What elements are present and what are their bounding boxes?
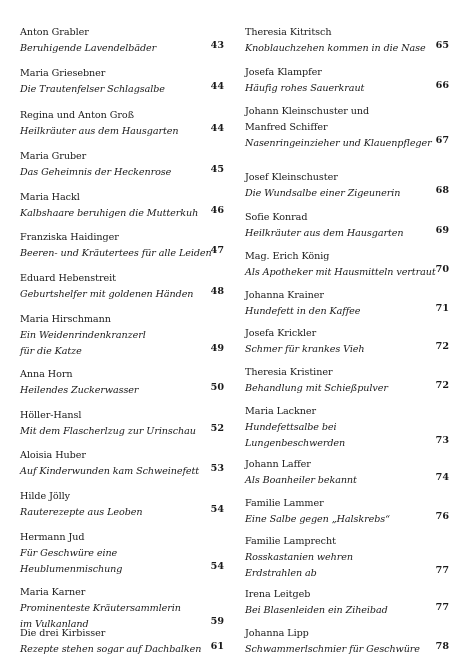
- entry-title: Schwammerlschmier für Geschwüre: [245, 644, 420, 655]
- toc-entry-line: [245, 22, 449, 38]
- toc-entry: [20, 527, 224, 575]
- entry-page-number: 69: [435, 225, 449, 236]
- entry-author: Theresia Kitritsch: [245, 27, 332, 38]
- toc-entry: [20, 268, 224, 300]
- entry-page-number: 54: [210, 561, 224, 572]
- toc-entry-line: [20, 284, 224, 300]
- toc-entry-line: [245, 323, 449, 339]
- entry-page-number: 45: [210, 164, 224, 175]
- entry-title: Heilkräuter aus dem Hausgarten: [20, 126, 179, 137]
- toc-entry: [245, 22, 449, 54]
- toc-entry-line: [245, 401, 449, 417]
- toc-entry: [20, 187, 224, 219]
- entry-title: Die Wundsalbe einer Zigeunerin: [245, 188, 401, 199]
- toc-entry-line: [245, 183, 449, 199]
- toc-entry-line: [20, 486, 224, 502]
- toc-entry: [20, 623, 224, 655]
- entry-author: Theresia Kristiner: [245, 367, 333, 378]
- entry-page-number: 53: [210, 463, 224, 474]
- toc-entry-line: [20, 227, 224, 243]
- toc-entry-line: [20, 502, 224, 518]
- toc-entry-line: [20, 598, 224, 614]
- entry-author: Aloisia Huber: [20, 450, 86, 461]
- entry-page-number: 78: [435, 641, 449, 652]
- entry-title: Als Boanheiler bekannt: [245, 475, 357, 486]
- entry-title: Rosskastanien wehren: [245, 552, 353, 563]
- toc-entry-line: [245, 417, 449, 433]
- entry-title: Ein Weidenrindenkranzerl: [20, 330, 146, 341]
- toc-entry-line: [245, 600, 449, 616]
- toc-entry: [20, 146, 224, 178]
- entry-author: Josef Kleinschuster: [245, 172, 338, 183]
- toc-entry: [20, 22, 224, 54]
- entry-page-number: 72: [435, 341, 449, 352]
- entry-page-number: 72: [435, 380, 449, 391]
- entry-page-number: 48: [210, 286, 224, 297]
- toc-entry-line: [20, 105, 224, 121]
- toc-entry-line: [20, 421, 224, 437]
- toc-entry-line: [20, 309, 224, 325]
- entry-author: Josefa Klampfer: [245, 67, 322, 78]
- entry-page-number: 54: [210, 504, 224, 515]
- toc-entry-line: [245, 493, 449, 509]
- entry-author: Maria Lackner: [245, 406, 317, 417]
- toc-entry-line: [245, 246, 449, 262]
- entry-page-number: 44: [210, 81, 224, 92]
- toc-entry: [245, 531, 449, 579]
- toc-entry-line: [245, 262, 449, 278]
- toc-entry-line: [245, 584, 449, 600]
- toc-entry-line: [20, 623, 224, 639]
- entry-title: Auf Kinderwunden kam Schweinefett: [20, 466, 200, 477]
- toc-entry-line: [245, 223, 449, 239]
- toc-entry-line: [20, 162, 224, 178]
- toc-entry-line: [20, 364, 224, 380]
- toc-entry: [20, 445, 224, 477]
- toc-entry-line: [20, 639, 224, 655]
- entry-author: Johann Laffer: [245, 459, 311, 470]
- toc-entry-line: [245, 509, 449, 525]
- entry-author: Irena Leitgeb: [245, 589, 311, 600]
- toc-entry: [20, 364, 224, 396]
- entry-page-number: 50: [210, 382, 224, 393]
- toc-entry-line: [245, 547, 449, 563]
- toc-entry-line: [20, 543, 224, 559]
- toc-entry-line: [20, 243, 224, 259]
- toc-entry-line: [245, 563, 449, 579]
- entry-author: Maria Griesebner: [20, 68, 106, 79]
- entry-title: Prominenteste Kräutersammlerin: [20, 603, 181, 614]
- entry-title: Kalbshaare beruhigen die Mutterkuh: [20, 208, 199, 219]
- toc-entry: [245, 584, 449, 616]
- toc-entry-line: [20, 268, 224, 284]
- entry-page-number: 47: [210, 245, 224, 256]
- entry-author: Maria Gruber: [20, 151, 87, 162]
- toc-entry-line: [245, 470, 449, 486]
- entry-author: Johanna Krainer: [245, 290, 324, 301]
- toc-entry: [20, 405, 224, 437]
- entry-page-number: 76: [435, 511, 449, 522]
- entry-author: Hilde Jölly: [20, 491, 71, 502]
- toc-left-column: [20, 0, 224, 665]
- entry-page-number: 70: [435, 264, 449, 275]
- entry-author: Familie Lammer: [245, 498, 324, 509]
- entry-title: für die Katze: [20, 346, 82, 357]
- toc-entry-line: [20, 63, 224, 79]
- entry-title: Mit dem Flascherlzug zur Urinschau: [20, 426, 196, 437]
- entry-author: Eduard Hebenstreit: [20, 273, 116, 284]
- entry-title: im Vulkanland: [20, 619, 89, 630]
- toc-entry-line: [245, 623, 449, 639]
- entry-title: Nasenringeinzieher und Klauenpfleger: [245, 138, 432, 149]
- toc-entry-line: [245, 362, 449, 378]
- entry-author: Anna Horn: [20, 369, 73, 380]
- entry-title: Heilendes Zuckerwasser: [20, 385, 139, 396]
- toc-entry-line: [20, 22, 224, 38]
- toc-entry-line: [245, 62, 449, 78]
- entry-author: Maria Hackl: [20, 192, 80, 203]
- toc-entry-line: [245, 339, 449, 355]
- entry-title: Erdstrahlen ab: [245, 568, 317, 579]
- entry-page-number: 59: [210, 616, 224, 627]
- entry-author: Maria Karner: [20, 587, 86, 598]
- entry-author: Sofie Konrad: [245, 212, 308, 223]
- toc-entry: [245, 285, 449, 317]
- toc-entry-line: [20, 445, 224, 461]
- entry-title: Knoblauchzehen kommen in die Nase: [245, 43, 426, 54]
- toc-entry-line: [20, 559, 224, 575]
- entry-title: Heublumenmischung: [20, 564, 123, 575]
- entry-page-number: 71: [435, 303, 449, 314]
- entry-title: Als Apotheker mit Hausmitteln vertraut: [245, 267, 436, 278]
- entry-page-number: 44: [210, 123, 224, 134]
- toc-entry-line: [245, 531, 449, 547]
- entry-page-number: 52: [210, 423, 224, 434]
- entry-title: Heilkräuter aus dem Hausgarten: [245, 228, 404, 239]
- entry-title: Die Trautenfelser Schlagsalbe: [20, 84, 165, 95]
- toc-entry-line: [20, 461, 224, 477]
- entry-page-number: 67: [435, 135, 449, 146]
- toc-entry-line: [245, 433, 449, 449]
- entry-author: Hermann Jud: [20, 532, 85, 543]
- entry-title: Geburtshelfer mit goldenen Händen: [20, 289, 194, 300]
- toc-entry-line: [245, 454, 449, 470]
- entry-title: Schmer für krankes Vieh: [245, 344, 365, 355]
- entry-title: Häufig rohes Sauerkraut: [245, 83, 365, 94]
- entry-title: Hundefett in den Kaffee: [245, 306, 361, 317]
- toc-entry: [245, 623, 449, 655]
- entry-title: Hundefettsalbe bei: [245, 422, 337, 433]
- toc-entry-line: [20, 203, 224, 219]
- toc-entry-line: [245, 285, 449, 301]
- toc-entry: [245, 62, 449, 94]
- toc-entry: [245, 454, 449, 486]
- entry-author: Franziska Haidinger: [20, 232, 119, 243]
- toc-entry-line: [20, 187, 224, 203]
- entry-title: Für Geschwüre eine: [20, 548, 118, 559]
- entry-page-number: 49: [210, 343, 224, 354]
- toc-entry: [20, 63, 224, 95]
- entry-title: Rauterezepte aus Leoben: [20, 507, 143, 518]
- entry-title: Behandlung mit Schießpulver: [245, 383, 388, 394]
- entry-title: Bei Blasenleiden ein Ziheibad: [245, 605, 388, 616]
- entry-title: Lungenbeschwerden: [245, 438, 346, 449]
- toc-entry: [245, 101, 449, 149]
- toc-entry-line: [245, 207, 449, 223]
- entry-author: Anton Grabler: [20, 27, 89, 38]
- entry-page-number: 65: [435, 40, 449, 51]
- toc-entry: [245, 401, 449, 449]
- entry-page-number: 77: [435, 602, 449, 613]
- entry-author: Manfred Schiffer: [245, 122, 328, 133]
- entry-page-number: 66: [435, 80, 449, 91]
- entry-title: Rezepte stehen sogar auf Dachbalken: [20, 644, 202, 655]
- entry-page-number: 43: [210, 40, 224, 51]
- toc-entry-line: [245, 301, 449, 317]
- entry-author: Die drei Kirbisser: [20, 628, 106, 639]
- toc-entry-line: [20, 582, 224, 598]
- toc-entry-line: [245, 167, 449, 183]
- toc-entry-line: [20, 325, 224, 341]
- toc-entry-line: [20, 405, 224, 421]
- toc-entry-line: [20, 527, 224, 543]
- toc-entry-line: [245, 78, 449, 94]
- entry-title: Das Geheimnis der Heckenrose: [20, 167, 172, 178]
- entry-title: Beruhigende Lavendelbäder: [20, 43, 157, 54]
- entry-author: Höller-Hansl: [20, 410, 82, 421]
- entry-page-number: 77: [435, 565, 449, 576]
- toc-entry-line: [20, 79, 224, 95]
- toc-entry-line: [245, 378, 449, 394]
- entry-page-number: 61: [210, 641, 224, 652]
- toc-entry-line: [20, 380, 224, 396]
- toc-entry: [245, 246, 449, 278]
- toc-entry-line: [245, 133, 449, 149]
- toc-entry: [245, 493, 449, 525]
- entry-author: Johanna Lipp: [245, 628, 309, 639]
- toc-entry-line: [20, 341, 224, 357]
- entry-page-number: 68: [435, 185, 449, 196]
- entry-author: Familie Lamprecht: [245, 536, 336, 547]
- toc-right-column: [245, 0, 449, 665]
- toc-entry-line: [245, 639, 449, 655]
- entry-author: Josefa Krickler: [245, 328, 317, 339]
- toc-entry-line: [20, 146, 224, 162]
- entry-title: Beeren- und Kräutertees für alle Leiden: [20, 248, 212, 259]
- entry-page-number: 46: [210, 205, 224, 216]
- toc-entry: [20, 309, 224, 357]
- toc-entry: [245, 207, 449, 239]
- toc-entry: [245, 323, 449, 355]
- entry-author: Johann Kleinschuster und: [245, 106, 370, 117]
- entry-author: Maria Hirschmann: [20, 314, 111, 325]
- toc-entry-line: [20, 121, 224, 137]
- entry-title: Eine Salbe gegen „Halskrebs“: [245, 514, 390, 525]
- toc-entry-line: [245, 101, 449, 117]
- toc-entry-line: [20, 38, 224, 54]
- toc-entry: [20, 227, 224, 259]
- toc-entry: [245, 362, 449, 394]
- toc-entry-line: [245, 117, 449, 133]
- entry-author: Regina und Anton Groß: [20, 110, 134, 121]
- toc-entry: [20, 486, 224, 518]
- toc-entry: [20, 105, 224, 137]
- entry-page-number: 74: [435, 472, 449, 483]
- entry-page-number: 73: [435, 435, 449, 446]
- toc-entry-line: [245, 38, 449, 54]
- toc-entry: [245, 167, 449, 199]
- entry-author: Mag. Erich König: [245, 251, 330, 262]
